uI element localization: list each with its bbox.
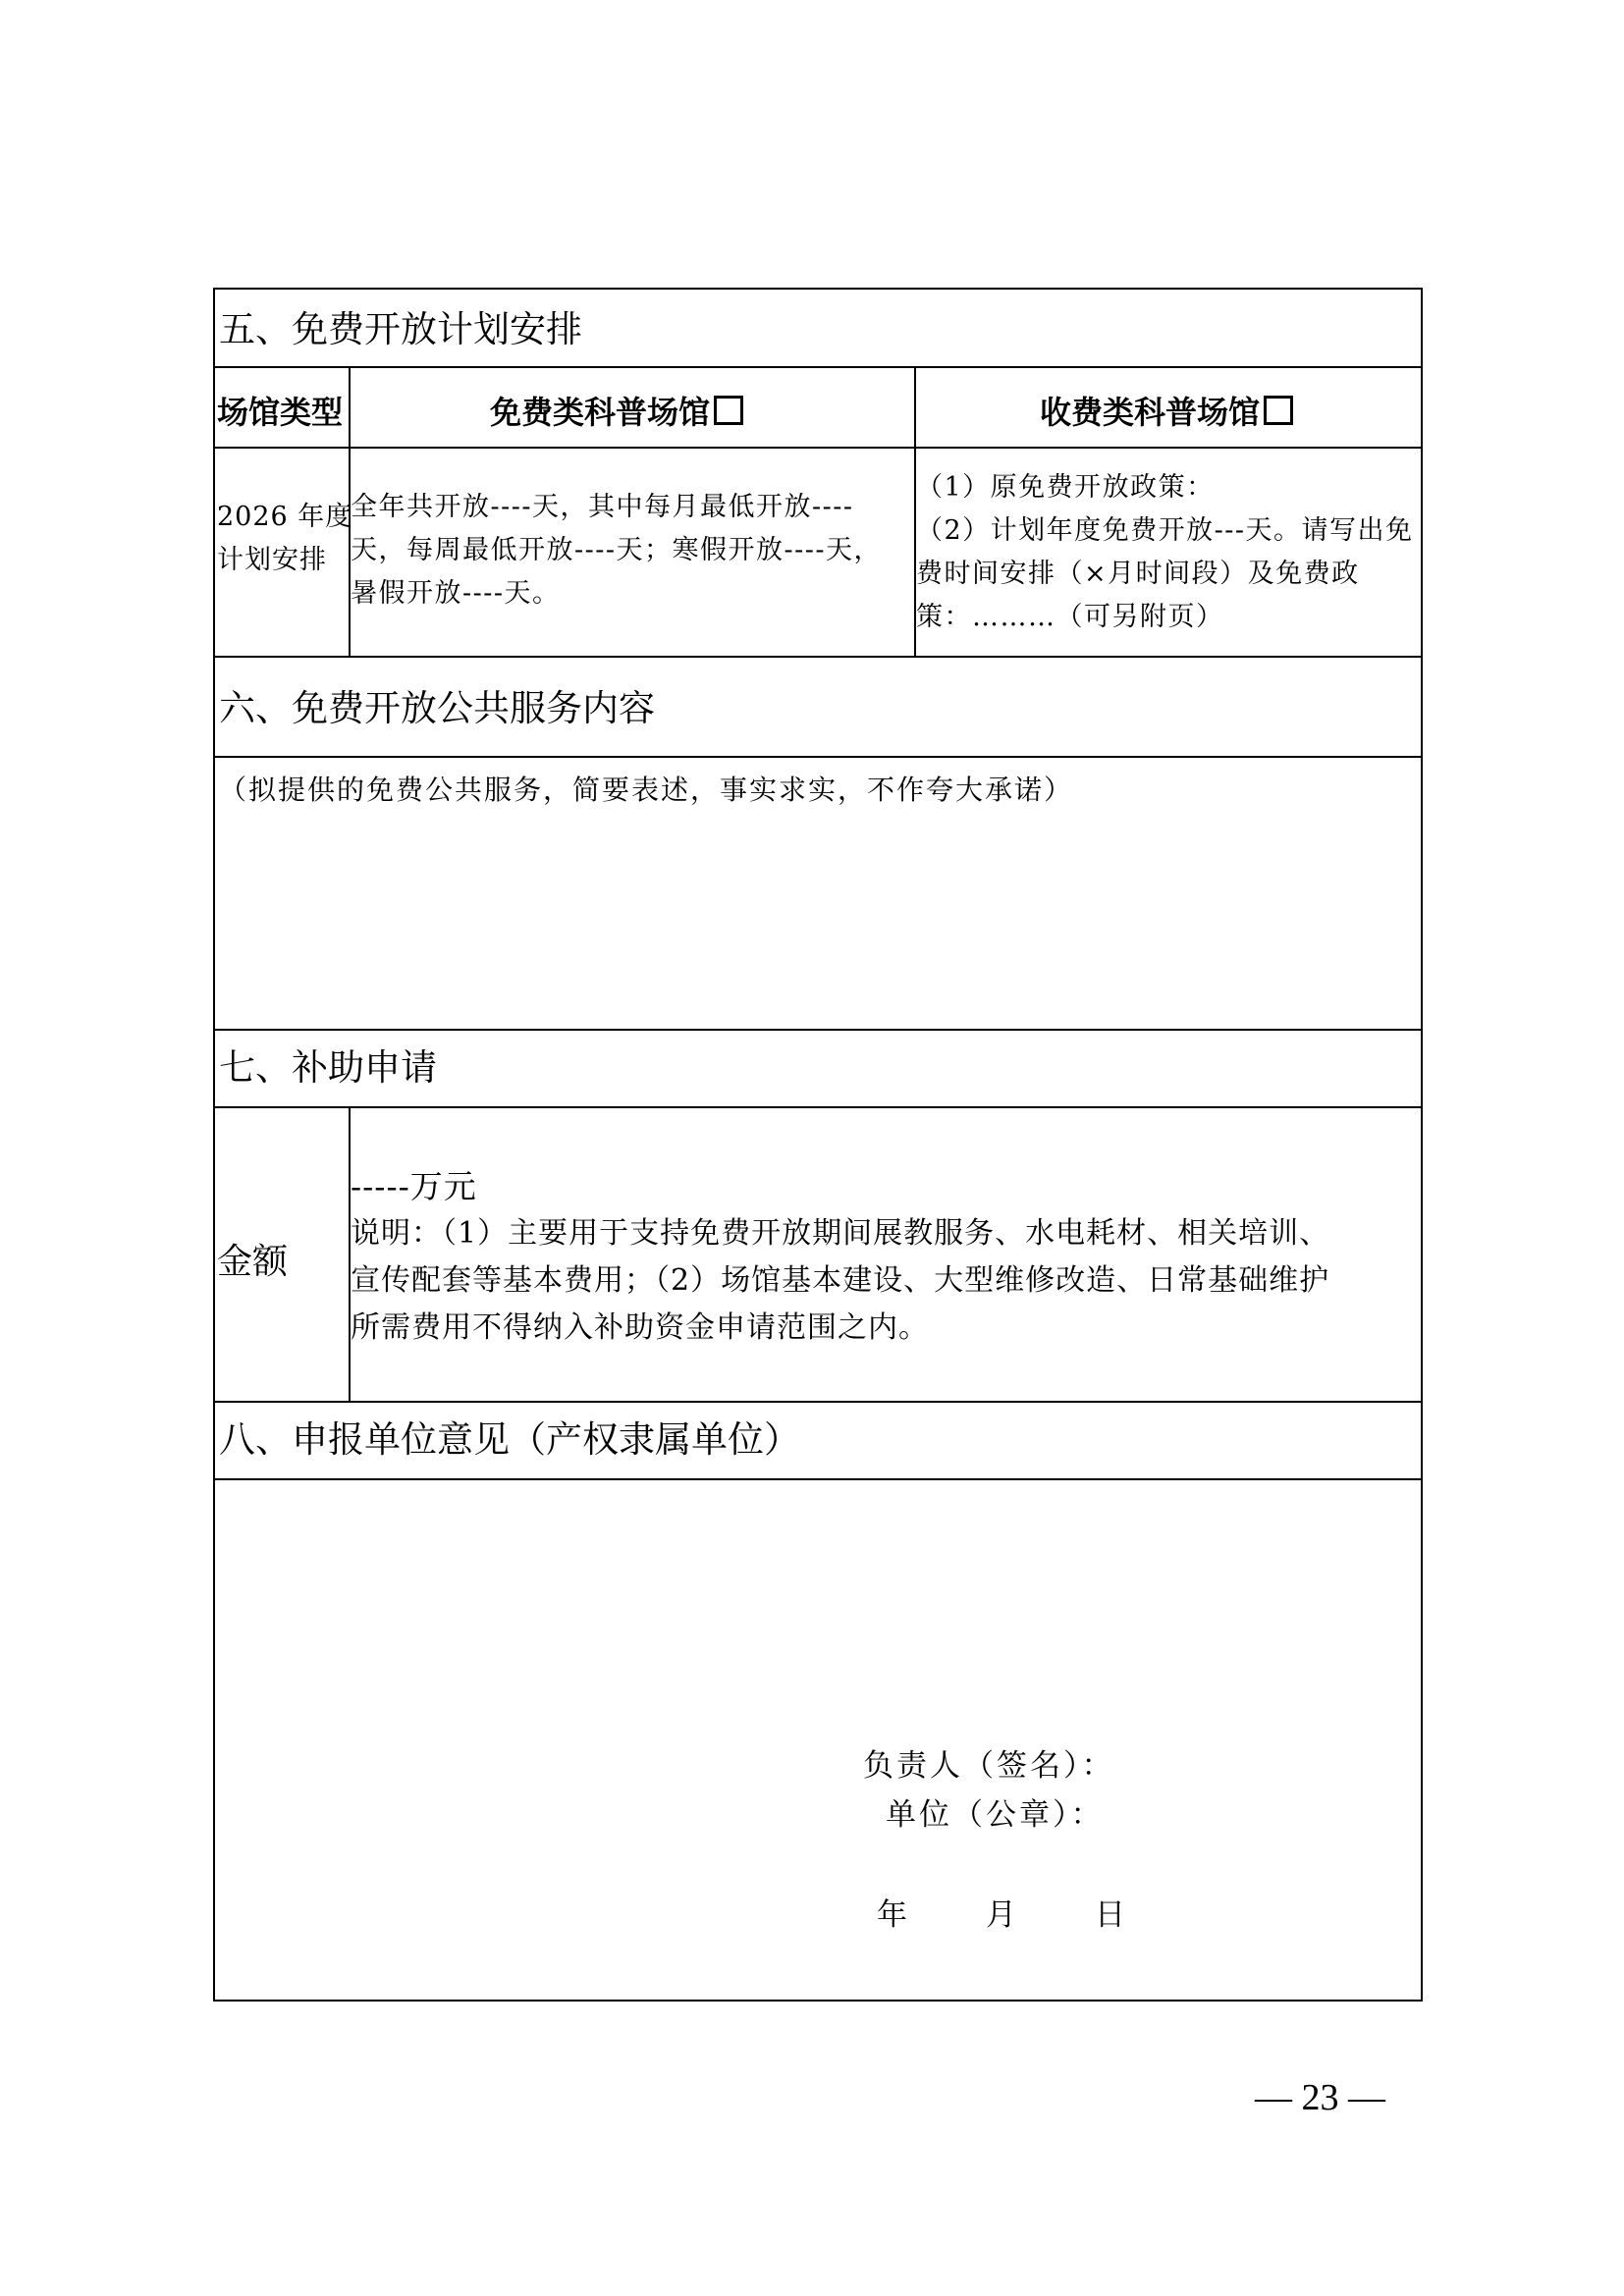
amount-note-line: 所需费用不得纳入补助资金申请范围之内。 <box>351 1310 929 1345</box>
signer-line[interactable] <box>863 1740 1115 1785</box>
amount-label: 金额 <box>217 1242 289 1282</box>
free-venue-checkbox[interactable] <box>714 396 743 425</box>
paid-venue-option[interactable] <box>1040 388 1293 433</box>
divider <box>215 1401 1421 1403</box>
amount-note-line: 宣传配套等基本费用；（2）场馆基本建设、大型维修改造、日常基础维护 <box>351 1263 1330 1298</box>
paid-plan-line: （1）原免费开放政策： <box>916 472 1215 503</box>
amount-field[interactable] <box>351 1163 1329 1352</box>
paid-plan-line: 费时间安排（×月时间段）及免费政 <box>916 559 1360 589</box>
paid-plan-line: 策：………（可另附页） <box>916 602 1224 632</box>
divider <box>215 756 1421 758</box>
divider <box>215 1106 1421 1108</box>
divider <box>215 1029 1421 1031</box>
free-venue-label: 免费类科普场馆 <box>490 394 711 431</box>
unit-seal-label: 单位（公章）： <box>886 1797 1105 1833</box>
divider <box>215 656 1421 658</box>
unit-seal-line[interactable] <box>886 1789 1105 1834</box>
page-number: — 23 — <box>1255 2077 1385 2118</box>
service-content-field[interactable] <box>219 769 1073 812</box>
section7-title: 七、补助申请 <box>219 1046 437 1089</box>
free-plan-line: 全年共开放----天，其中每月最低开放---- <box>351 492 854 522</box>
amount-line: -----万元 <box>351 1167 477 1205</box>
free-plan-text[interactable] <box>351 486 882 615</box>
paid-plan-text[interactable] <box>916 466 1414 639</box>
section6-title: 六、免费开放公共服务内容 <box>219 687 655 729</box>
divider <box>215 366 1421 368</box>
paid-venue-label: 收费类科普场馆 <box>1040 394 1261 431</box>
section5-title: 五、免费开放计划安排 <box>219 308 582 350</box>
signer-label: 负责人（签名）： <box>863 1748 1115 1784</box>
plan-label-line: 计划安排 <box>217 545 327 575</box>
venue-type-label: 场馆类型 <box>217 394 344 431</box>
amount-note-line: 说明：（1）主要用于支持免费开放期间展教服务、水电耗材、相关培训、 <box>351 1216 1330 1251</box>
service-content-hint: （拟提供的免费公共服务，简要表述，事实求实，不作夸大承诺） <box>219 774 1074 806</box>
application-form-table <box>213 288 1423 2002</box>
plan-label <box>217 496 352 582</box>
paid-plan-line: （2）计划年度免费开放---天。请写出免 <box>916 515 1414 546</box>
date-line[interactable] <box>877 1890 1131 1934</box>
plan-label-line: 2026 年度 <box>217 502 353 532</box>
paid-venue-checkbox[interactable] <box>1264 396 1293 425</box>
divider <box>215 447 1421 449</box>
divider <box>215 1478 1421 1480</box>
date-label: 年 月 日 <box>877 1897 1131 1933</box>
free-plan-line: 天，每周最低开放----天；寒假开放----天， <box>351 535 882 565</box>
section8-title: 八、申报单位意见（产权隶属单位） <box>219 1418 800 1461</box>
free-plan-line: 暑假开放----天。 <box>351 578 561 609</box>
free-venue-option[interactable] <box>490 388 743 433</box>
